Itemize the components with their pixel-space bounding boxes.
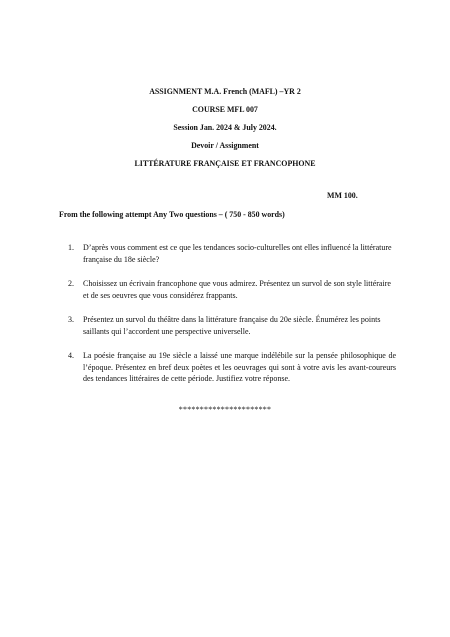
question-number: 3.: [68, 315, 74, 324]
subject-title: LITTÉRATURE FRANÇAISE ET FRANCOPHONE: [134, 158, 316, 168]
assignment-title: ASSIGNMENT M.A. French (MAFL) –YR 2: [149, 87, 301, 96]
instruction-text: From the following attempt Any Two questions – ( 750 - 850 words): [59, 210, 285, 219]
question-item: [68, 314, 396, 337]
question-text: Présentez un survol du théâtre dans la littérature française du 20e siècle. Énumérez les points saillants qui l’accordent une perspective universelle.: [83, 315, 381, 336]
maximum-marks: MM 100.: [327, 191, 358, 200]
question-text: Choisissez un écrivain francophone que vous admirez. Présentez un survol de son style littéraire et de ses oeuvres que vous considérez frappants.: [83, 279, 391, 300]
question-list: [68, 242, 396, 398]
question-item: [68, 278, 396, 301]
question-text: D’après vous comment est ce que les tendances socio-culturelles ont elles influencé la littérature française du 18e siècle?: [83, 243, 392, 264]
question-number: 1.: [68, 243, 74, 252]
document-type: Devoir / Assignment: [191, 140, 259, 150]
question-item: [68, 350, 396, 385]
question-number: 2.: [68, 279, 74, 288]
session-info: Session Jan. 2024 & July 2024.: [173, 122, 277, 132]
question-item: [68, 242, 396, 265]
question-text: La poésie française au 19e siècle a laissé une marque indélébile sur la pensée philosophique de l’époque. Présentez en bref deux poètes et les oeuvrages qui sont à votre avis les avant-coureurs des tendances littéraires de cette période. Justifiez votre réponse.: [83, 351, 396, 383]
separator-line: **********************: [178, 405, 272, 414]
document-header: [0, 88, 450, 178]
course-code: COURSE MFL 007: [192, 104, 258, 114]
question-number: 4.: [68, 351, 74, 360]
